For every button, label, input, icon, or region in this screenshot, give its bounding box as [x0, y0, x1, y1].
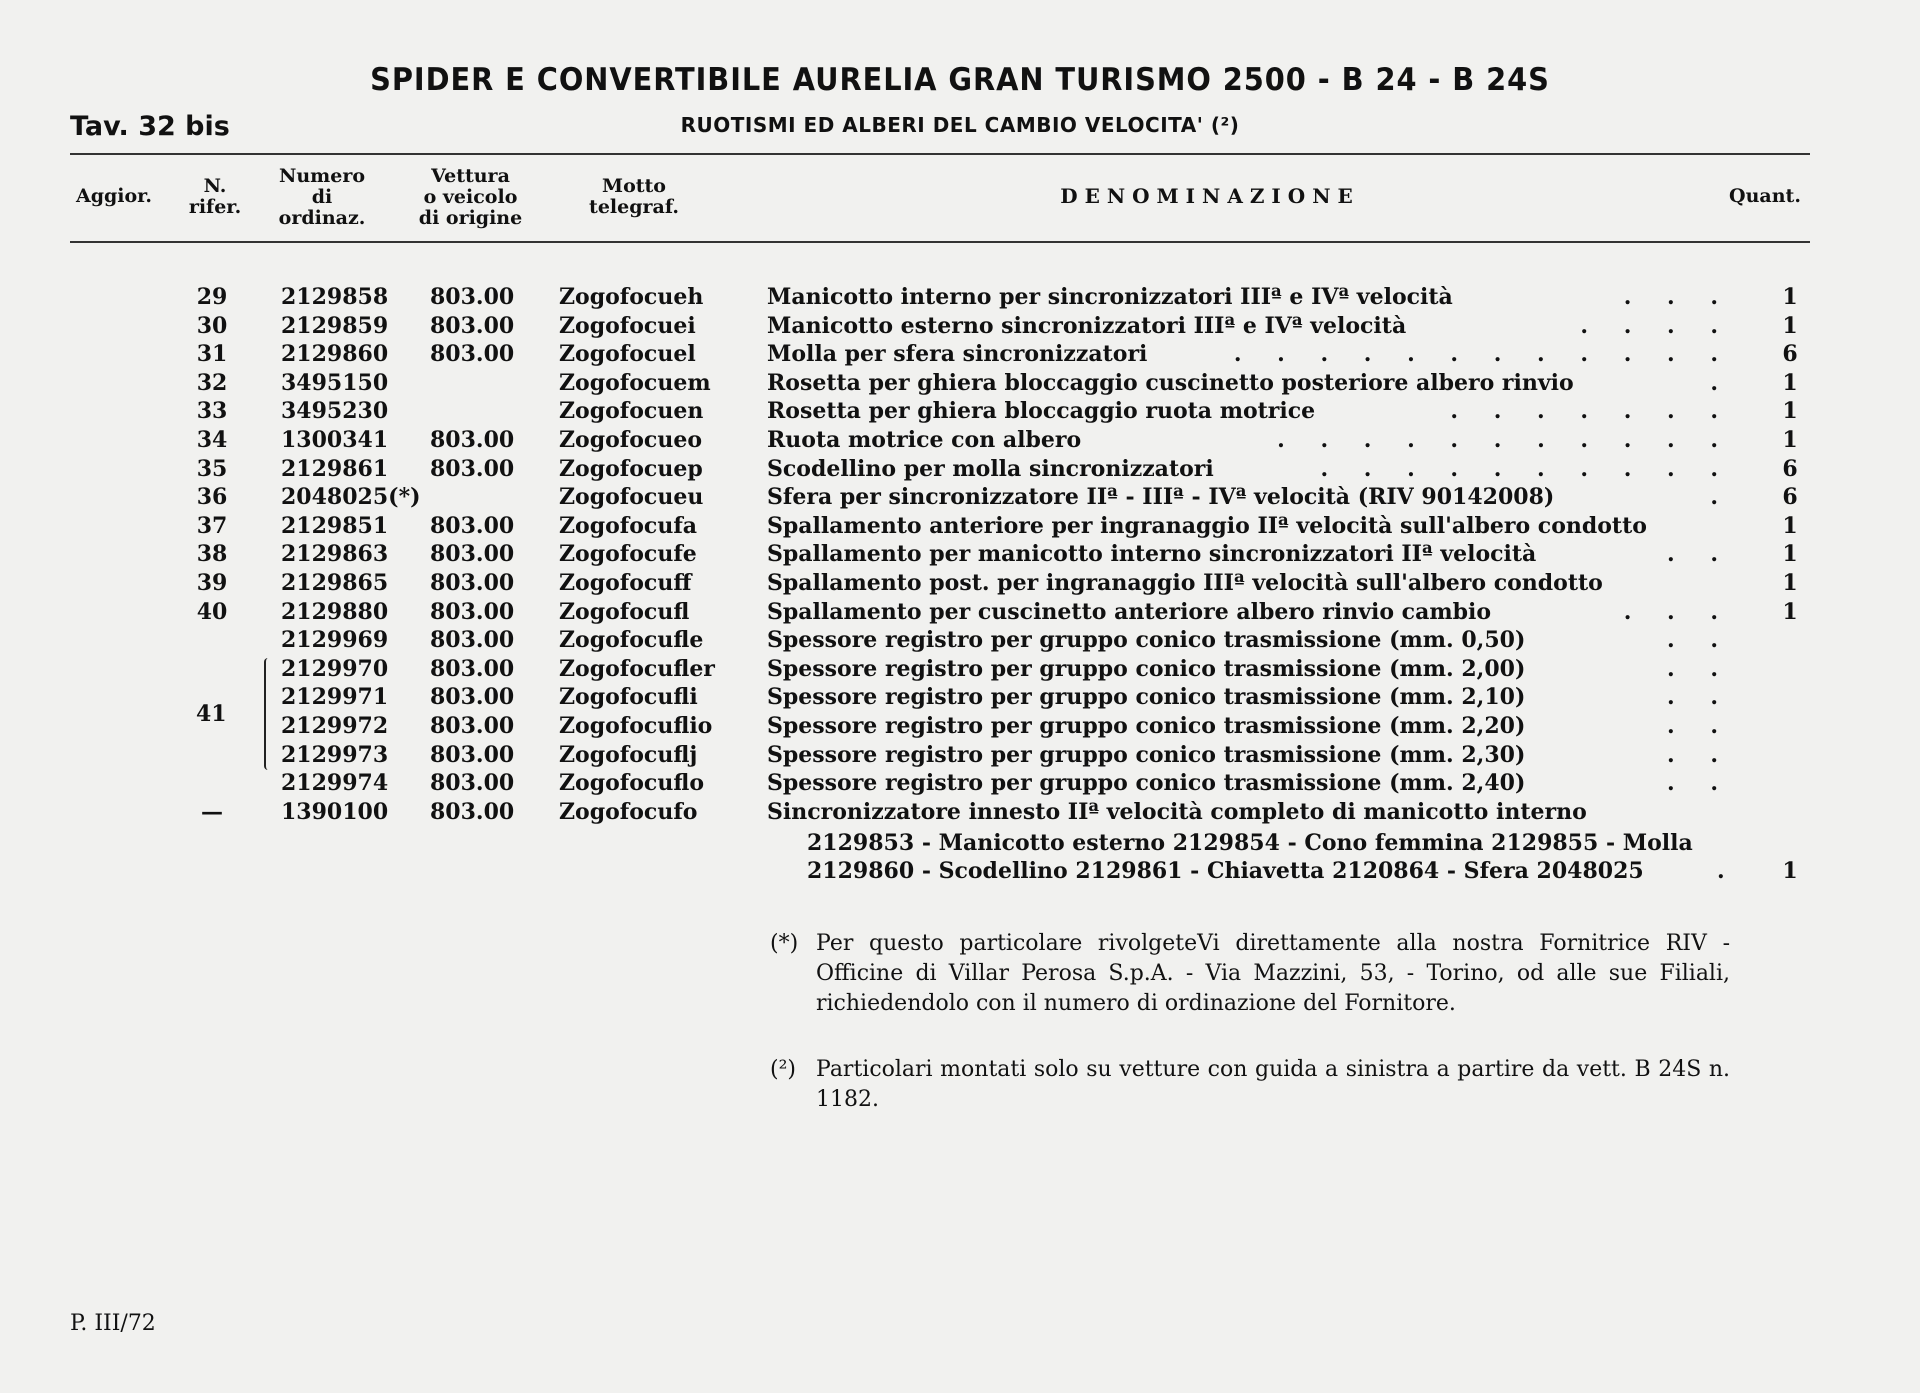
table-row [0, 712, 1920, 740]
row-order-number: 2129972 [281, 713, 389, 739]
row-order-number: 2129858 [281, 284, 389, 310]
row-order-number: 3495150 [281, 370, 389, 396]
leader-dots: . . . . . . . . . . . [1277, 427, 1732, 453]
row-description: Spallamento per manicotto interno sincronizzatori IIª velocità [767, 541, 1537, 567]
row-telegraph-code: Zogofocueu [559, 484, 704, 510]
leader-dots: . . [1667, 541, 1732, 567]
leader-dots: . . . . . . . [1450, 398, 1732, 424]
row-quantity: 1 [1782, 313, 1798, 339]
row-order-number: 2129851 [281, 513, 389, 539]
row-rif: 33 [196, 398, 228, 424]
row-description: Rosetta per ghiera bloccaggio cuscinetto posteriore albero rinvio [767, 370, 1574, 396]
leader-dots: . . . [1623, 599, 1732, 625]
row-vehicle: 803.00 [430, 570, 515, 596]
table-row [0, 569, 1920, 597]
row-rif: 38 [196, 541, 228, 567]
row-telegraph-code: Zogofocuflo [559, 770, 704, 796]
row-telegraph-code: Zogofocuflio [559, 713, 713, 739]
leader-dots: . . . . [1580, 313, 1732, 339]
row-quantity: 1 [1782, 570, 1798, 596]
continuation-dots: . [1717, 858, 1725, 884]
row-rif: 39 [196, 570, 228, 596]
table-row [0, 512, 1920, 540]
row-order-number: 2129865 [281, 570, 389, 596]
row-order-number: 3495230 [281, 398, 389, 424]
group-rif-41: 41 [196, 701, 227, 727]
header-rule-top [70, 153, 1810, 155]
row-description: Manicotto esterno sincronizzatori IIIª e IVª velocità [767, 313, 1407, 339]
row-telegraph-code: Zogofocuem [559, 370, 711, 396]
row-vehicle: 803.00 [430, 313, 515, 339]
row-order-number: 1390100 [281, 799, 389, 825]
row-description: Ruota motrice con albero [767, 427, 1082, 453]
row-description: Scodellino per molla sincronizzatori [767, 456, 1214, 482]
row-rif: 34 [196, 427, 228, 453]
leader-dots: . . [1667, 742, 1732, 768]
footnote-mark: (²) [770, 1057, 796, 1082]
row-vehicle: 803.00 [430, 513, 515, 539]
row-vehicle: 803.00 [430, 341, 515, 367]
row-vehicle: 803.00 [430, 742, 515, 768]
row-description: Spallamento post. per ingranaggio IIIª velocità sull'albero condotto [767, 570, 1603, 596]
row-telegraph-code: Zogofocueo [559, 427, 702, 453]
col-vettura: Vettura o veicolo di origine [418, 165, 523, 229]
row-telegraph-code: Zogofocufl [559, 599, 690, 625]
row-description: Spessore registro per gruppo conico trasmissione (mm. 0,50) [767, 627, 1526, 653]
page-title: SPIDER E CONVERTIBILE AURELIA GRAN TURISMO 2500 - B 24 - B 24S [370, 62, 1550, 98]
row-order-number: 2129970 [281, 656, 389, 682]
row-description: Rosetta per ghiera bloccaggio ruota motrice [767, 398, 1316, 424]
row-rif: 36 [196, 484, 228, 510]
row-description: Sfera per sincronizzatore IIª - IIIª - IVª velocità (RIV 90142008) [767, 484, 1555, 510]
table-row [0, 798, 1920, 826]
row-rif: 29 [196, 284, 228, 310]
row-description: Manicotto interno per sincronizzatori IIIª e IVª velocità [767, 284, 1453, 310]
row-rif: — [201, 799, 223, 825]
col-motto: Motto telegraf. [589, 175, 679, 218]
row-vehicle: 803.00 [430, 427, 515, 453]
row-order-number: 2129860 [281, 341, 389, 367]
row-vehicle: 803.00 [430, 456, 515, 482]
table-row [0, 426, 1920, 454]
row-rif: 40 [196, 599, 228, 625]
row-order-number: 2129863 [281, 541, 389, 567]
leader-dots: . [1710, 484, 1732, 510]
row-telegraph-code: Zogofocufa [559, 513, 698, 539]
col-quant: Quant. [1729, 185, 1801, 207]
leader-dots: . . . [1623, 284, 1732, 310]
row-order-number: 2129969 [281, 627, 389, 653]
row-description: Spessore registro per gruppo conico trasmissione (mm. 2,10) [767, 684, 1526, 710]
row-quantity: 6 [1782, 456, 1798, 482]
header-rule-bottom [70, 241, 1810, 243]
table-row [0, 397, 1920, 425]
row-rif: 37 [196, 513, 228, 539]
row-quantity: 1 [1782, 370, 1798, 396]
row-telegraph-code: Zogofocufo [559, 799, 698, 825]
row-description: Spessore registro per gruppo conico trasmissione (mm. 2,40) [767, 770, 1526, 796]
group-brace [264, 658, 272, 770]
row-order-number: 2129859 [281, 313, 389, 339]
table-row [0, 369, 1920, 397]
row-telegraph-code: Zogofocufle [559, 627, 704, 653]
table-row [0, 483, 1920, 511]
row-telegraph-code: Zogofocuei [559, 313, 696, 339]
continuation-line-1: 2129853 - Manicotto esterno 2129854 - Cono femmina 2129855 - Molla [807, 830, 1693, 856]
row-description: Molla per sfera sincronizzatori [767, 341, 1148, 367]
table-number: Tav. 32 bis [70, 111, 230, 142]
row-order-number: 2129973 [281, 742, 389, 768]
col-denominazione: DENOMINAZIONE [1060, 184, 1360, 208]
row-telegraph-code: Zogofocuen [559, 398, 704, 424]
row-vehicle: 803.00 [430, 799, 515, 825]
row-vehicle: 803.00 [430, 713, 515, 739]
table-row [0, 540, 1920, 568]
row-telegraph-code: Zogofocuep [559, 456, 703, 482]
row-quantity: 1 [1782, 599, 1798, 625]
row-vehicle: 803.00 [430, 599, 515, 625]
row-description: Spessore registro per gruppo conico trasmissione (mm. 2,30) [767, 742, 1526, 768]
row-quantity: 6 [1782, 484, 1798, 510]
row-rif: 30 [196, 313, 228, 339]
leader-dots: . . [1667, 770, 1732, 796]
row-description: Spessore registro per gruppo conico trasmissione (mm. 2,20) [767, 713, 1526, 739]
row-telegraph-code: Zogofocuel [559, 341, 696, 367]
table-row [0, 598, 1920, 626]
row-description: Spallamento anteriore per ingranaggio IIª velocità sull'albero condotto [767, 513, 1647, 539]
table-row [0, 769, 1920, 797]
leader-dots: . . [1667, 713, 1732, 739]
table-row [0, 626, 1920, 654]
row-rif: 32 [196, 370, 228, 396]
row-quantity: 1 [1782, 427, 1798, 453]
footnote-two [770, 1055, 1730, 1115]
row-telegraph-code: Zogofocufli [559, 684, 698, 710]
row-quantity: 6 [1782, 341, 1798, 367]
leader-dots: . . [1667, 627, 1732, 653]
row-vehicle: 803.00 [430, 684, 515, 710]
row-order-number: 2129861 [281, 456, 389, 482]
table-row [0, 283, 1920, 311]
row-quantity: 1 [1782, 284, 1798, 310]
row-order-number: 1300341 [281, 427, 389, 453]
continuation-qty: 1 [1782, 858, 1798, 884]
row-telegraph-code: Zogofocuflj [559, 742, 698, 768]
table-row [0, 655, 1920, 683]
row-quantity: 1 [1782, 513, 1798, 539]
leader-dots: . . . . . . . . . . [1320, 456, 1732, 482]
row-rif: 35 [196, 456, 228, 482]
leader-dots: . . [1667, 656, 1732, 682]
leader-dots: . [1710, 370, 1732, 396]
row-quantity: 1 [1782, 398, 1798, 424]
col-rifer: N. rifer. [188, 175, 242, 218]
row-vehicle: 803.00 [430, 541, 515, 567]
row-telegraph-code: Zogofocuff [559, 570, 692, 596]
col-numero: Numero di ordinaz. [278, 165, 366, 229]
row-vehicle: 803.00 [430, 284, 515, 310]
table-row [0, 340, 1920, 368]
row-quantity: 1 [1782, 541, 1798, 567]
row-telegraph-code: Zogofocufe [559, 541, 697, 567]
leader-dots: . . [1667, 684, 1732, 710]
row-telegraph-code: Zogofocueh [559, 284, 704, 310]
row-rif: 31 [196, 341, 228, 367]
page-subtitle: RUOTISMI ED ALBERI DEL CAMBIO VELOCITA' (²) [680, 113, 1240, 137]
row-order-number: 2129880 [281, 599, 389, 625]
footnote-text: Per questo particolare rivolgeteVi direttamente alla nostra Fornitrice RIV - Officine di Villar Perosa S.p.A. - Via Mazzini, 53, - Torino, od alle sue Filiali, richiedendolo con il numero di ordinazione del Fornitore. [816, 931, 1730, 1016]
footnote-asterisk [770, 929, 1730, 1019]
row-description: Spallamento per cuscinetto anteriore albero rinvio cambio [767, 599, 1492, 625]
footnote-text: Particolari montati solo su vetture con guida a sinistra a partire da vett. B 24S n. 1182. [816, 1057, 1730, 1112]
row-vehicle: 803.00 [430, 770, 515, 796]
row-vehicle: 803.00 [430, 627, 515, 653]
row-telegraph-code: Zogofocufler [559, 656, 715, 682]
leader-dots: . . . . . . . . . . . . [1233, 341, 1732, 367]
page-number: P. III/72 [70, 1311, 156, 1336]
row-order-number: 2048025(*) [281, 484, 421, 510]
row-description: Sincronizzatore innesto IIª velocità completo di manicotto interno [767, 799, 1587, 825]
footnote-mark: (*) [770, 931, 799, 956]
row-vehicle: 803.00 [430, 656, 515, 682]
row-order-number: 2129971 [281, 684, 389, 710]
continuation-line-2: 2129860 - Scodellino 2129861 - Chiavetta 2120864 - Sfera 2048025 [807, 858, 1644, 884]
row-order-number: 2129974 [281, 770, 389, 796]
table-row [0, 741, 1920, 769]
col-aggior: Aggior. [75, 185, 153, 207]
row-description: Spessore registro per gruppo conico trasmissione (mm. 2,00) [767, 656, 1526, 682]
table-row [0, 312, 1920, 340]
table-row [0, 455, 1920, 483]
table-row [0, 683, 1920, 711]
